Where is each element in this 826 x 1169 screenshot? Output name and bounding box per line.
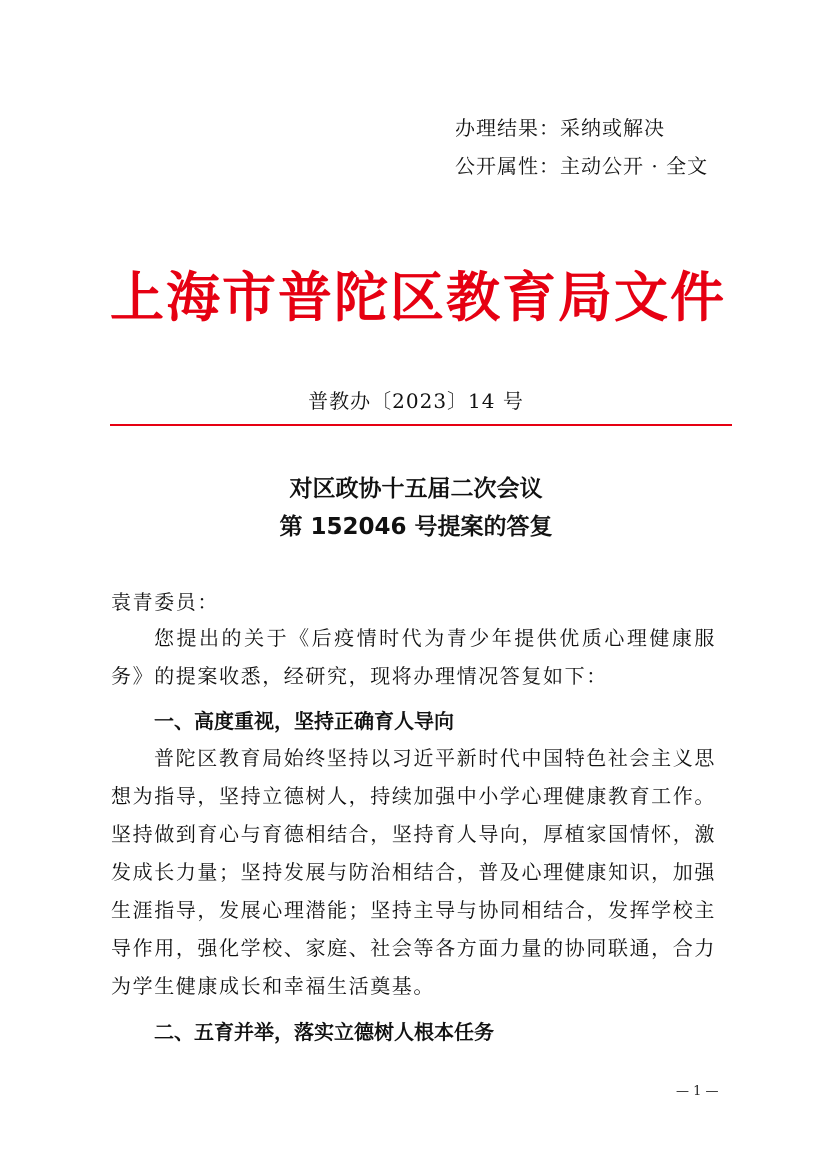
organization-title: 上海市普陀区教育局文件 [110, 265, 726, 329]
disclosure-attribute: 公开属性：主动公开 · 全文 [455, 154, 709, 178]
section2-heading: 二、五育并举，落实立德树人根本任务 [154, 1020, 494, 1044]
document-title-line2: 第 152046 号提案的答复 [279, 514, 553, 540]
intro-paragraph: 您提出的关于《后疫情时代为青少年提供优质心理健康服务》的提案收悉，经研究，现将办理情况答复如下： [111, 626, 716, 688]
handling-result: 办理结果：采纳或解决 [455, 116, 665, 140]
document-number: 普教办〔2023〕14 号 [308, 389, 524, 413]
section1-paragraph: 普陀区教育局始终坚持以习近平新时代中国特色社会主义思想为指导，坚持立德树人，持续加强中小学心理健康教育工作。坚持做到育心与育德相结合，坚持育人导向，厚植家国情怀，激发成长力量；坚持发展与防治相结合，普及心理健康知识，加强生涯指导，发展心理潜能；坚持主导与协同相结合，发挥学校主导作用，强化学校、家庭、社会等各方面力量的协同联通，合力为学生健康成长和幸福生活奠基。 [111, 746, 716, 998]
document-title-line1: 对区政协十五届二次会议 [289, 476, 543, 502]
page-number: — 1 — [676, 1084, 719, 1099]
salutation: 袁青委员： [111, 590, 219, 614]
header-divider [110, 424, 732, 426]
section1-heading: 一、高度重视，坚持正确育人导向 [154, 709, 454, 733]
